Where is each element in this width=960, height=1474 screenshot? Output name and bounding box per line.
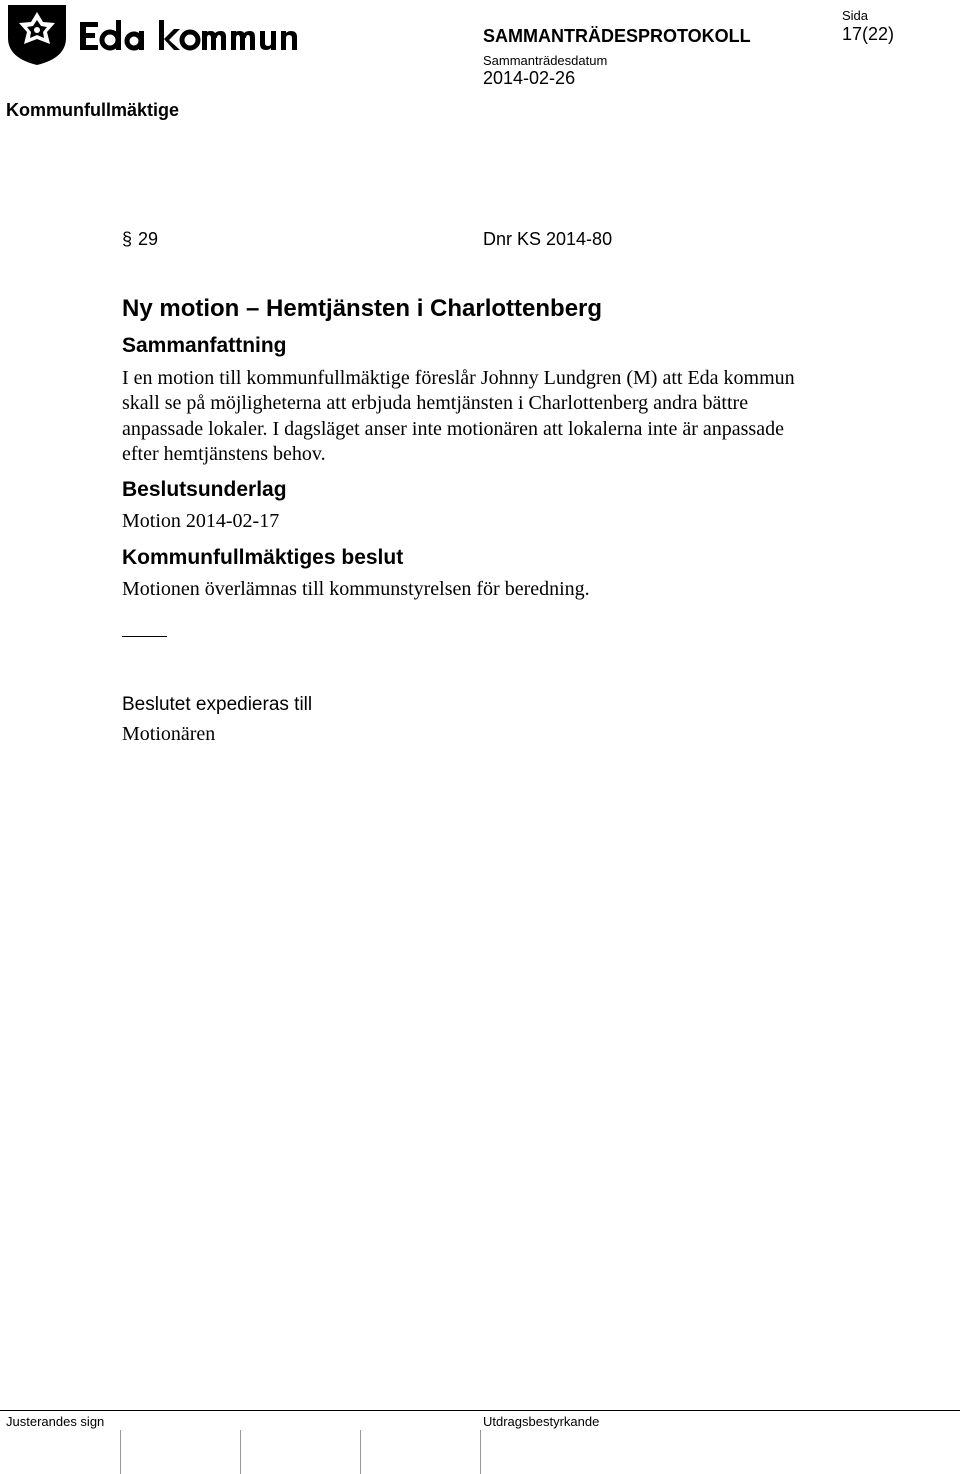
section-divider	[122, 636, 167, 637]
decision-heading: Kommunfullmäktiges beslut	[122, 546, 404, 569]
signature-box-divider	[240, 1430, 241, 1474]
summary-text: I en motion till kommunfullmäktige föreslår Johnny Lundgren (M) att Eda kommun skall se på möjligheterna att erbjuda hemtjänsten i Charlottenberg andra bättre anpassade lokaler. I dagsläget anser inte motionären att lokalerna inte är anpassade efter hemtjänstens behov.	[122, 367, 795, 465]
certification-label: Utdragsbestyrkande	[483, 1414, 600, 1429]
footer-divider	[0, 1410, 960, 1411]
eda-kommun-logo	[6, 4, 298, 66]
signature-label: Justerandes sign	[6, 1414, 105, 1429]
section-sign: §	[122, 229, 133, 249]
signature-box-divider	[480, 1430, 481, 1474]
page-number: 17(22)	[842, 24, 895, 44]
meeting-date-label: Sammanträdesdatum	[483, 53, 608, 68]
dispatch-heading: Beslutet expedieras till	[122, 694, 313, 715]
diary-number: Dnr KS 2014-80	[483, 229, 613, 249]
summary-heading: Sammanfattning	[122, 334, 287, 357]
item-title: Ny motion – Hemtjänsten i Charlottenberg	[122, 295, 603, 322]
document-type: SAMMANTRÄDESPROTOKOLL	[483, 26, 751, 46]
signature-box-divider	[360, 1430, 361, 1474]
basis-text: Motion 2014-02-17	[122, 510, 280, 532]
page-label: Sida	[842, 8, 869, 23]
body-name: Kommunfullmäktige	[6, 100, 180, 120]
signature-box-divider	[120, 1430, 121, 1474]
section-number: 29	[138, 229, 159, 249]
decision-text: Motionen överlämnas till kommunstyrelsen för beredning.	[122, 578, 590, 600]
meeting-date: 2014-02-26	[483, 68, 576, 88]
basis-heading: Beslutsunderlag	[122, 478, 287, 501]
dispatch-recipient: Motionären	[122, 723, 216, 745]
